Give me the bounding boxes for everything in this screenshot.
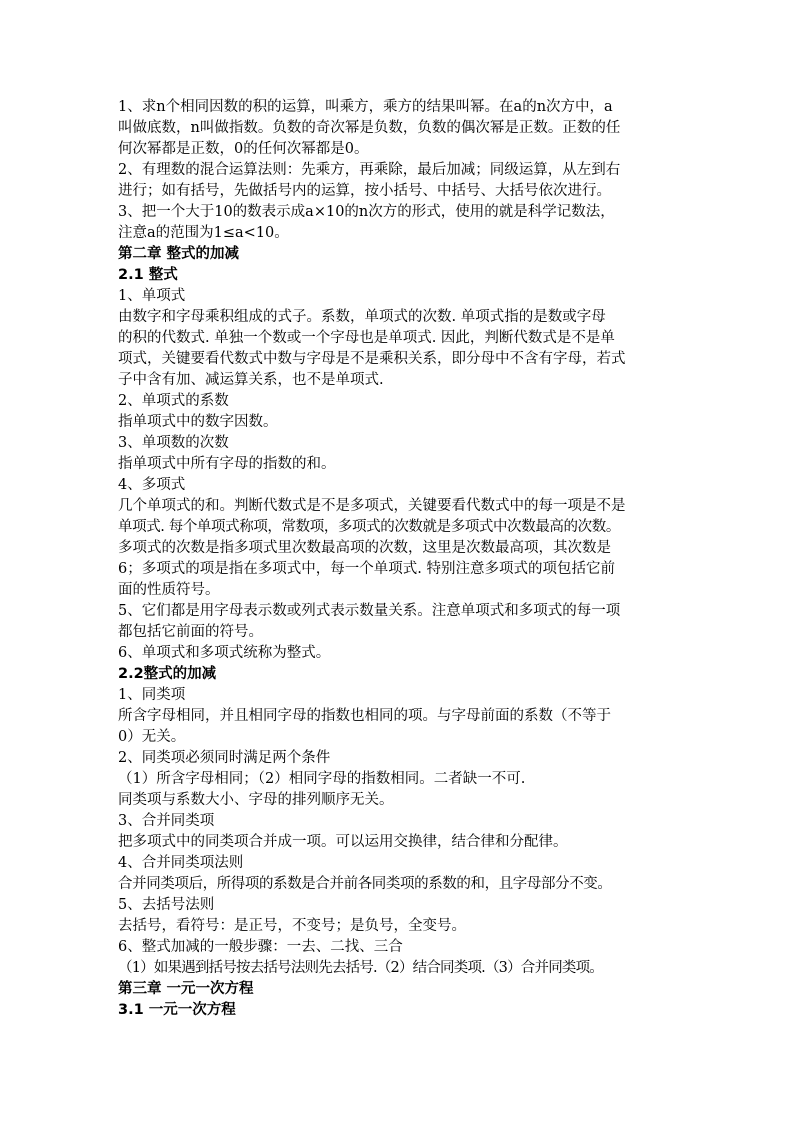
text-line: 项式，关键要看代数式中数与字母是不是乘积关系，即分母中不含有字母，若式 <box>118 351 626 367</box>
text-line: 指单项式中所有字母的指数的和。 <box>118 456 336 472</box>
text-line: 5、去括号法则 <box>118 897 215 913</box>
text-line: 指单项式中的数字因数。 <box>118 414 278 430</box>
text-line: 6；多项式的项是指在多项式中，每一个单项式. 特别注意多项式的项包括它前 <box>118 561 615 577</box>
text-line: 2、有理数的混合运算法则：先乘方，再乘除，最后加减；同级运算，从左到右 <box>118 162 621 178</box>
text-line: 去括号，看符号：是正号，不变号；是负号，全变号。 <box>118 918 466 934</box>
text-line: 6、单项式和多项式统称为整式。 <box>118 645 331 661</box>
text-line: 面的性质符号。 <box>118 582 220 598</box>
text-line: 所含字母相同，并且相同字母的指数也相同的项。与字母前面的系数（不等于 <box>118 708 611 724</box>
text-line: 几个单项式的和。判断代数式是不是多项式，关键要看代数式中的每一项是不是 <box>118 498 626 514</box>
text-line: 同类项与系数大小、字母的排列顺序无关。 <box>118 792 394 808</box>
text-line: 1、同类项 <box>118 687 186 703</box>
text-line: 的积的代数式. 单独一个数或一个字母也是单项式. 因此，判断代数式是不是单 <box>118 330 615 346</box>
text-line: 3、单项数的次数 <box>118 435 229 451</box>
text-line: 何次幂都是正数，0的任何次幂都是0。 <box>118 141 369 157</box>
text-line: 1、单项式 <box>118 288 186 304</box>
section-heading: 2.1 整式 <box>118 267 178 283</box>
text-line: 4、多项式 <box>118 477 186 493</box>
text-line: 2、单项式的系数 <box>118 393 229 409</box>
text-line: （1）如果遇到括号按去括号法则先去括号.（2）结合同类项.（3）合并同类项。 <box>118 960 603 976</box>
text-line: 3、把一个大于10的数表示成a×10的n次方的形式，使用的就是科学记数法， <box>118 204 615 220</box>
section-heading: 2.2整式的加减 <box>118 666 217 682</box>
text-line: 单项式. 每个单项式称项，常数项，多项式的次数就是多项式中次数最高的次数。 <box>118 519 620 535</box>
text-line: 5、它们都是用字母表示数或列式表示数量关系。注意单项式和多项式的每一项 <box>118 603 621 619</box>
document-body <box>118 97 688 1021</box>
text-line: 1、求n个相同因数的积的运算，叫乘方，乘方的结果叫幂。在a的n次方中，a <box>118 99 613 115</box>
chapter-heading: 第二章 整式的加减 <box>118 246 240 262</box>
text-line: 合并同类项后，所得项的系数是合并前各同类项的系数的和，且字母部分不变。 <box>118 876 612 892</box>
section-heading: 3.1 一元一次方程 <box>118 1002 236 1018</box>
text-line: 注意a的范围为1≤a<10。 <box>118 225 289 241</box>
text-line: 子中含有加、减运算关系，也不是单项式. <box>118 372 384 388</box>
text-line: 进行；如有括号，先做括号内的运算，按小括号、中括号、大括号依次进行。 <box>118 183 611 199</box>
text-line: 3、合并同类项 <box>118 813 215 829</box>
text-line: 都包括它前面的符号。 <box>118 624 263 640</box>
text-line: （1）所含字母相同；（2）相同字母的指数相同。二者缺一不可. <box>118 771 526 787</box>
text-line: 4、合并同类项法则 <box>118 855 244 871</box>
text-line: 由数字和字母乘积组成的式子。系数，单项式的次数. 单项式指的是数或字母 <box>118 309 606 325</box>
text-line: 0）无关。 <box>118 729 186 745</box>
text-line: 6、整式加减的一般步骤：一去、二找、三合 <box>118 939 403 955</box>
text-line: 把多项式中的同类项合并成一项。可以运用交换律，结合律和分配律。 <box>118 834 568 850</box>
text-line: 2、同类项必须同时满足两个条件 <box>118 750 331 766</box>
text-line: 叫做底数，n叫做指数。负数的奇次幂是负数，负数的偶次幂是正数。正数的任 <box>118 120 621 136</box>
chapter-heading: 第三章 一元一次方程 <box>118 981 254 997</box>
text-line: 多项式的次数是指多项式里次数最高项的次数，这里是次数最高项，其次数是 <box>118 540 611 556</box>
